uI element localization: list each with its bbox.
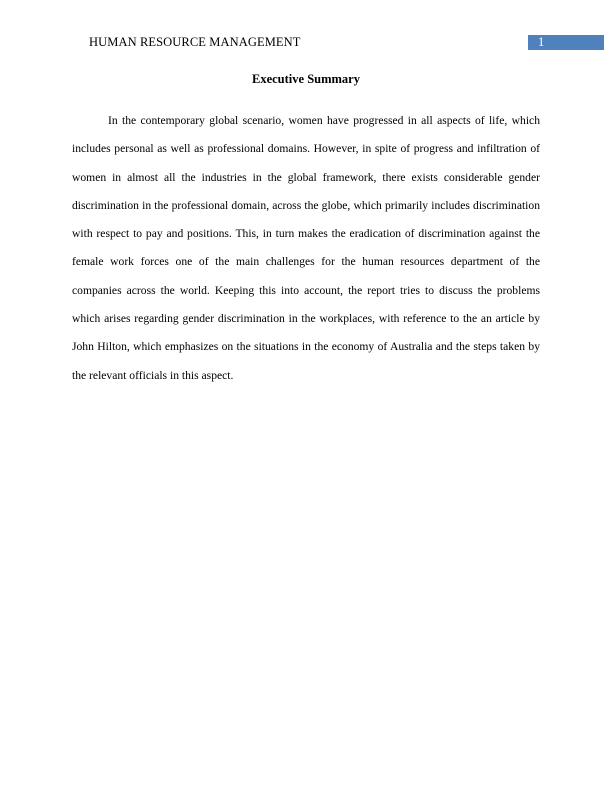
running-header: HUMAN RESOURCE MANAGEMENT — [89, 35, 301, 49]
body-paragraph: In the contemporary global scenario, women have progressed in all aspects of life, which includes personal as well as professional domains. However, in spite of progress and infiltration of women in almost all the industries in the global framework, there exists considerable gender discrimination in the professional domain, across the globe, which primarily includes discrimination with respect to pay and positions. This, in turn makes the eradication of discrimination against the female work forces one of the main challenges for the human resources department of the companies across the world. Keeping this into account, the report tries to discuss the problems which arises regarding gender discrimination in the workplaces, with reference to the an article by John Hilton, which emphasizes on the situations in the economy of Australia and the steps taken by the relevant officials in this aspect. — [72, 114, 540, 382]
page-number-badge — [528, 35, 604, 50]
section-heading: Executive Summary — [252, 72, 360, 86]
page-number: 1 — [538, 35, 545, 49]
